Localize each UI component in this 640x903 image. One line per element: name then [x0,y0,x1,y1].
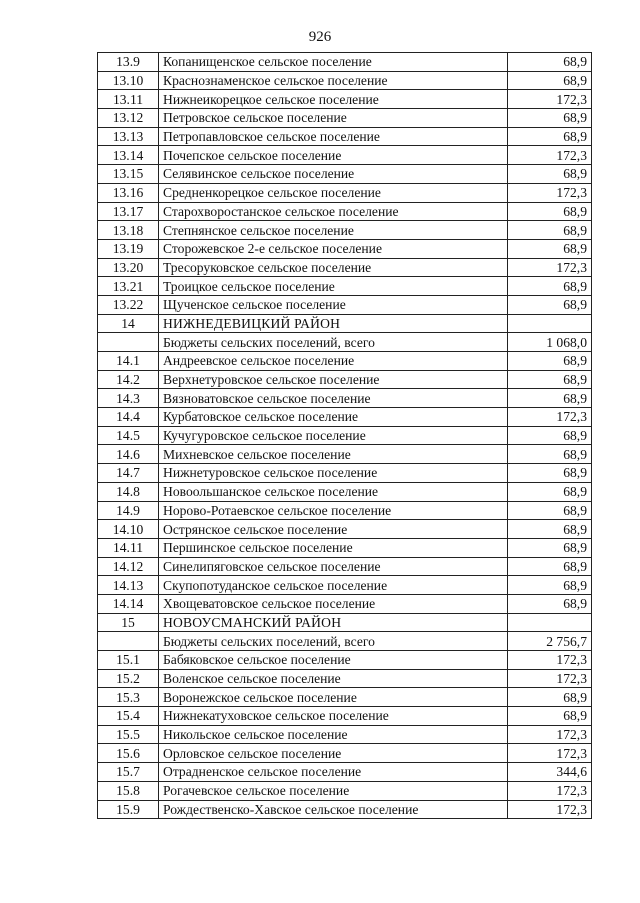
amount-cell: 68,9 [508,426,592,445]
amount-cell [508,314,592,333]
amount-cell: 344,6 [508,763,592,782]
table-row [98,90,592,109]
amount-cell: 68,9 [508,482,592,501]
amount-cell: 68,9 [508,389,592,408]
settlement-name-cell: Хвощеватовское сельское поселение [159,594,508,613]
table-row [98,594,592,613]
district-total-row [98,632,592,651]
row-number-cell: 13.17 [98,202,159,221]
row-number-cell: 14.7 [98,464,159,483]
budget-table-body [98,53,592,819]
table-row [98,651,592,670]
row-number-cell: 14.6 [98,445,159,464]
table-row [98,576,592,595]
table-row [98,258,592,277]
settlement-name-cell: Бюджеты сельских поселений, всего [159,632,508,651]
row-number-cell: 15.9 [98,800,159,819]
settlement-name-cell: Верхнетуровское сельское поселение [159,370,508,389]
settlement-name-cell: Нижнеикорецкое сельское поселение [159,90,508,109]
amount-cell [508,613,592,632]
table-row [98,725,592,744]
table-row [98,221,592,240]
settlement-name-cell: Рогачевское сельское поселение [159,781,508,800]
row-number-cell: 15.1 [98,651,159,670]
settlement-name-cell: Скупопотуданское сельское поселение [159,576,508,595]
table-row [98,183,592,202]
row-number-cell: 13.9 [98,53,159,72]
amount-cell: 68,9 [508,688,592,707]
row-number-cell: 15.6 [98,744,159,763]
table-row [98,370,592,389]
table-row [98,669,592,688]
row-number-cell: 13.10 [98,71,159,90]
settlement-name-cell: Курбатовское сельское поселение [159,408,508,427]
settlement-name-cell: Кучугуровское сельское поселение [159,426,508,445]
amount-cell: 68,9 [508,239,592,258]
table-row [98,202,592,221]
table-row [98,445,592,464]
settlement-name-cell: Бабяковское сельское поселение [159,651,508,670]
row-number-cell: 13.22 [98,295,159,314]
settlement-name-cell: Старохворостанское сельское поселение [159,202,508,221]
amount-cell: 68,9 [508,277,592,296]
row-number-cell: 15.5 [98,725,159,744]
settlement-name-cell: Норово-Ротаевское сельское поселение [159,501,508,520]
table-row [98,352,592,371]
settlement-name-cell: Орловское сельское поселение [159,744,508,763]
row-number-cell: 14.2 [98,370,159,389]
settlement-name-cell: Воленское сельское поселение [159,669,508,688]
settlement-name-cell: Першинское сельское поселение [159,538,508,557]
amount-cell: 68,9 [508,352,592,371]
table-row [98,800,592,819]
page-number: 926 [308,29,332,45]
amount-cell: 68,9 [508,576,592,595]
amount-cell: 172,3 [508,744,592,763]
row-number-cell: 13.19 [98,239,159,258]
amount-cell: 1 068,0 [508,333,592,352]
settlement-name-cell: Петровское сельское поселение [159,109,508,128]
table-row [98,520,592,539]
amount-cell: 68,9 [508,557,592,576]
row-number-cell: 13.21 [98,277,159,296]
amount-cell: 68,9 [508,594,592,613]
amount-cell: 2 756,7 [508,632,592,651]
row-number-cell: 13.14 [98,146,159,165]
settlement-name-cell: Рождественско-Хавское сельское поселение [159,800,508,819]
table-row [98,482,592,501]
district-header-row [98,314,592,333]
budget-table [97,52,592,819]
settlement-name-cell: Петропавловское сельское поселение [159,127,508,146]
district-total-row [98,333,592,352]
settlement-name-cell: Краснознаменское сельское поселение [159,71,508,90]
settlement-name-cell: Никольское сельское поселение [159,725,508,744]
settlement-name-cell: Воронежское сельское поселение [159,688,508,707]
amount-cell: 172,3 [508,146,592,165]
row-number-cell: 14.5 [98,426,159,445]
amount-cell: 68,9 [508,707,592,726]
amount-cell: 68,9 [508,464,592,483]
row-number-cell: 14.13 [98,576,159,595]
row-number-cell [98,333,159,352]
settlement-name-cell: Селявинское сельское поселение [159,165,508,184]
row-number-cell: 15.8 [98,781,159,800]
row-number-cell: 14.10 [98,520,159,539]
amount-cell: 172,3 [508,258,592,277]
settlement-name-cell: Сторожевское 2-е сельское поселение [159,239,508,258]
row-number-cell: 14.14 [98,594,159,613]
row-number-cell: 14.8 [98,482,159,501]
amount-cell: 172,3 [508,669,592,688]
row-number-cell: 15.3 [98,688,159,707]
row-number-cell: 13.15 [98,165,159,184]
row-number-cell: 15.4 [98,707,159,726]
row-number-cell: 14.9 [98,501,159,520]
amount-cell: 68,9 [508,221,592,240]
settlement-name-cell: Михневское сельское поселение [159,445,508,464]
settlement-name-cell: Новоольшанское сельское поселение [159,482,508,501]
row-number-cell: 13.12 [98,109,159,128]
amount-cell: 172,3 [508,651,592,670]
row-number-cell: 14 [98,314,159,333]
settlement-name-cell: Нижнетуровское сельское поселение [159,464,508,483]
table-row [98,53,592,72]
table-row [98,146,592,165]
settlement-name-cell: Копанищенское сельское поселение [159,53,508,72]
settlement-name-cell: Степнянское сельское поселение [159,221,508,240]
amount-cell: 68,9 [508,295,592,314]
table-row [98,127,592,146]
row-number-cell: 13.20 [98,258,159,277]
settlement-name-cell: Отрадненское сельское поселение [159,763,508,782]
table-row [98,464,592,483]
table-row [98,408,592,427]
table-row [98,295,592,314]
table-row [98,501,592,520]
table-row [98,744,592,763]
amount-cell: 172,3 [508,408,592,427]
amount-cell: 172,3 [508,183,592,202]
settlement-name-cell: Андреевское сельское поселение [159,352,508,371]
table-row [98,763,592,782]
row-number-cell: 14.3 [98,389,159,408]
row-number-cell: 13.11 [98,90,159,109]
amount-cell: 68,9 [508,109,592,128]
amount-cell: 68,9 [508,538,592,557]
table-row [98,707,592,726]
settlement-name-cell: Вязноватовское сельское поселение [159,389,508,408]
row-number-cell: 14.4 [98,408,159,427]
settlement-name-cell: Почепское сельское поселение [159,146,508,165]
amount-cell: 172,3 [508,800,592,819]
row-number-cell: 15.7 [98,763,159,782]
amount-cell: 68,9 [508,370,592,389]
table-row [98,277,592,296]
settlement-name-cell: НОВОУСМАНСКИЙ РАЙОН [159,613,508,632]
table-row [98,557,592,576]
row-number-cell: 14.12 [98,557,159,576]
settlement-name-cell: Синелипяговское сельское поселение [159,557,508,576]
settlement-name-cell: Бюджеты сельских поселений, всего [159,333,508,352]
table-row [98,389,592,408]
amount-cell: 68,9 [508,71,592,90]
row-number-cell [98,632,159,651]
amount-cell: 68,9 [508,53,592,72]
settlement-name-cell: Щученское сельское поселение [159,295,508,314]
table-row [98,688,592,707]
table-row [98,165,592,184]
amount-cell: 172,3 [508,781,592,800]
row-number-cell: 13.16 [98,183,159,202]
settlement-name-cell: Тресоруковское сельское поселение [159,258,508,277]
row-number-cell: 14.11 [98,538,159,557]
amount-cell: 68,9 [508,445,592,464]
amount-cell: 172,3 [508,90,592,109]
amount-cell: 172,3 [508,725,592,744]
table-row [98,426,592,445]
settlement-name-cell: НИЖНЕДЕВИЦКИЙ РАЙОН [159,314,508,333]
table-row [98,71,592,90]
settlement-name-cell: Средненкорецкое сельское поселение [159,183,508,202]
district-header-row [98,613,592,632]
settlement-name-cell: Острянское сельское поселение [159,520,508,539]
row-number-cell: 13.13 [98,127,159,146]
table-row [98,109,592,128]
table-row [98,239,592,258]
table-row [98,781,592,800]
row-number-cell: 15.2 [98,669,159,688]
row-number-cell: 15 [98,613,159,632]
amount-cell: 68,9 [508,127,592,146]
amount-cell: 68,9 [508,501,592,520]
row-number-cell: 14.1 [98,352,159,371]
row-number-cell: 13.18 [98,221,159,240]
table-row [98,538,592,557]
amount-cell: 68,9 [508,202,592,221]
settlement-name-cell: Нижнекатуховское сельское поселение [159,707,508,726]
amount-cell: 68,9 [508,520,592,539]
amount-cell: 68,9 [508,165,592,184]
settlement-name-cell: Троицкое сельское поселение [159,277,508,296]
